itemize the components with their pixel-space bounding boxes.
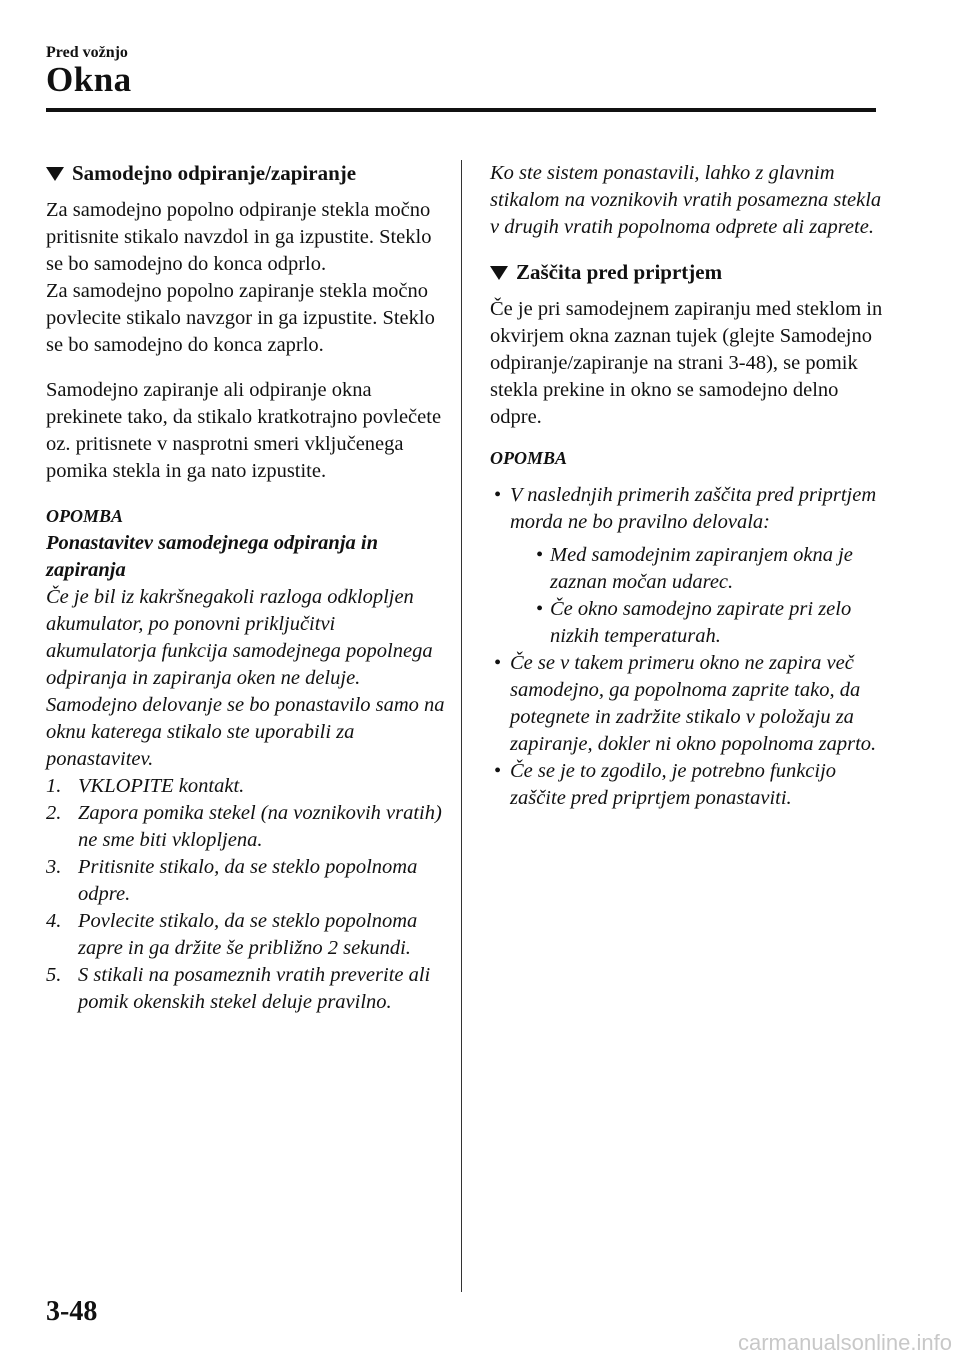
- note-label: OPOMBA: [46, 506, 124, 526]
- page-number: 3-48: [46, 1296, 98, 1327]
- breadcrumb: Pred vožnjo: [46, 44, 128, 61]
- right-column: [490, 160, 885, 812]
- bullet-text: Če se je to zgodilo, je potrebno funkcijo zaščite pred priprtjem ponastaviti.: [510, 760, 837, 809]
- bullet-icon: •: [494, 484, 502, 506]
- note-bullets: [490, 482, 885, 812]
- section-heading-text: Samodejno odpiranje/zapiranje: [72, 161, 357, 185]
- section-heading-auto: [46, 160, 446, 187]
- step-text: Pritisnite stikalo, da se steklo popolnoma odpre.: [78, 856, 418, 905]
- list-item: [490, 650, 885, 758]
- triangle-down-icon: [490, 266, 508, 280]
- list-item: [46, 962, 446, 1016]
- step-number: 3.: [46, 856, 62, 878]
- bullet-text: Če se v takem primeru okno ne zapira več samodejno, ga popolnoma zaprite tako, da potegnete in zadržite stikalo v položaju za zapiranje, dokler ni okno popolnoma zaprto.: [510, 652, 877, 755]
- watermark: carmanualsonline.info: [737, 1330, 952, 1355]
- step-text: VKLOPITE kontakt.: [78, 775, 245, 797]
- step-text: S stikali na posameznih vratih preverite ali pomik okenskih stekel deluje pravilno.: [78, 964, 431, 1013]
- section-heading-pinch: [490, 259, 885, 286]
- paragraph: Za samodejno popolno zapiranje stekla močno povlecite stikalo navzgor in ga izpustite. Steklo se bo samodejno do konca zaprlo.: [46, 280, 435, 356]
- paragraph: Za samodejno popolno odpiranje stekla močno pritisnite stikalo navzdol in ga izpustite. Steklo se bo samodejno do konca odprlo.: [46, 199, 432, 275]
- list-item: [46, 800, 446, 854]
- list-item: [490, 482, 885, 650]
- paragraph: Če je pri samodejnem zapiranju med steklom in okvirjem okna zaznan tujek (glejte Samodejno odpiranje/zapiranje na strani 3-48), se pomik stekla prekine in okno se samodejno delno odpre.: [490, 298, 883, 428]
- paragraph: Samodejno zapiranje ali odpiranje okna prekinete tako, da stikalo kratkotrajno povlečete oz. pritisnete v nasprotni smeri vključenega pomika stekla in ga nato izpustite.: [46, 379, 442, 482]
- list-item: [46, 854, 446, 908]
- note-label: OPOMBA: [490, 448, 568, 468]
- note-title: Ponastavitev samodejnega odpiranja in zapiranja: [46, 532, 378, 581]
- step-number: 4.: [46, 910, 62, 932]
- step-number: 2.: [46, 802, 62, 824]
- step-text: Povlecite stikalo, da se steklo popolnoma zapre in ga držite še približno 2 sekundi.: [78, 910, 418, 959]
- step-number: 5.: [46, 964, 62, 986]
- column-divider: [461, 160, 462, 1292]
- bullet-icon: •: [494, 760, 502, 782]
- bullet-text: V naslednjih primerih zaščita pred priprtjem morda ne bo pravilno delovala:: [510, 484, 877, 533]
- steps-list: [46, 773, 446, 1016]
- bullet-text: Med samodejnim zapiranjem okna je zaznan močan udarec.: [550, 544, 853, 593]
- bullet-icon: •: [536, 598, 544, 620]
- list-item: [46, 773, 446, 800]
- note-text: Ko ste sistem ponastavili, lahko z glavnim stikalom na voznikovih vratih posamezna stekla v drugih vratih popolnoma odprete ali zaprete.: [490, 162, 882, 238]
- sub-bullets: [510, 542, 885, 650]
- list-item: [46, 908, 446, 962]
- left-column: [46, 160, 446, 1016]
- step-number: 1.: [46, 775, 62, 797]
- triangle-down-icon: [46, 167, 64, 181]
- note-text: Če je bil iz kakršnegakoli razloga odklopljen akumulator, po ponovni priključitvi akumulatorja funkcija samodejnega popolnega odpiranja in zapiranja oken ne deluje.: [46, 586, 433, 689]
- note-block: [46, 503, 446, 1016]
- bullet-icon: •: [536, 544, 544, 566]
- list-item: [532, 542, 885, 596]
- step-text: Zapora pomika stekel (na voznikovih vratih) ne sme biti vklopljena.: [78, 802, 442, 851]
- header-rule: [46, 108, 876, 112]
- bullet-icon: •: [494, 652, 502, 674]
- bullet-text: Če okno samodejno zapirate pri zelo nizkih temperaturah.: [550, 598, 852, 647]
- note-text: Samodejno delovanje se bo ponastavilo samo na oknu katerega stikalo ste uporabili za ponastavitev.: [46, 694, 445, 770]
- page-title: Okna: [46, 60, 132, 99]
- list-item: [490, 758, 885, 812]
- list-item: [532, 596, 885, 650]
- section-heading-text: Zaščita pred priprtjem: [516, 260, 723, 284]
